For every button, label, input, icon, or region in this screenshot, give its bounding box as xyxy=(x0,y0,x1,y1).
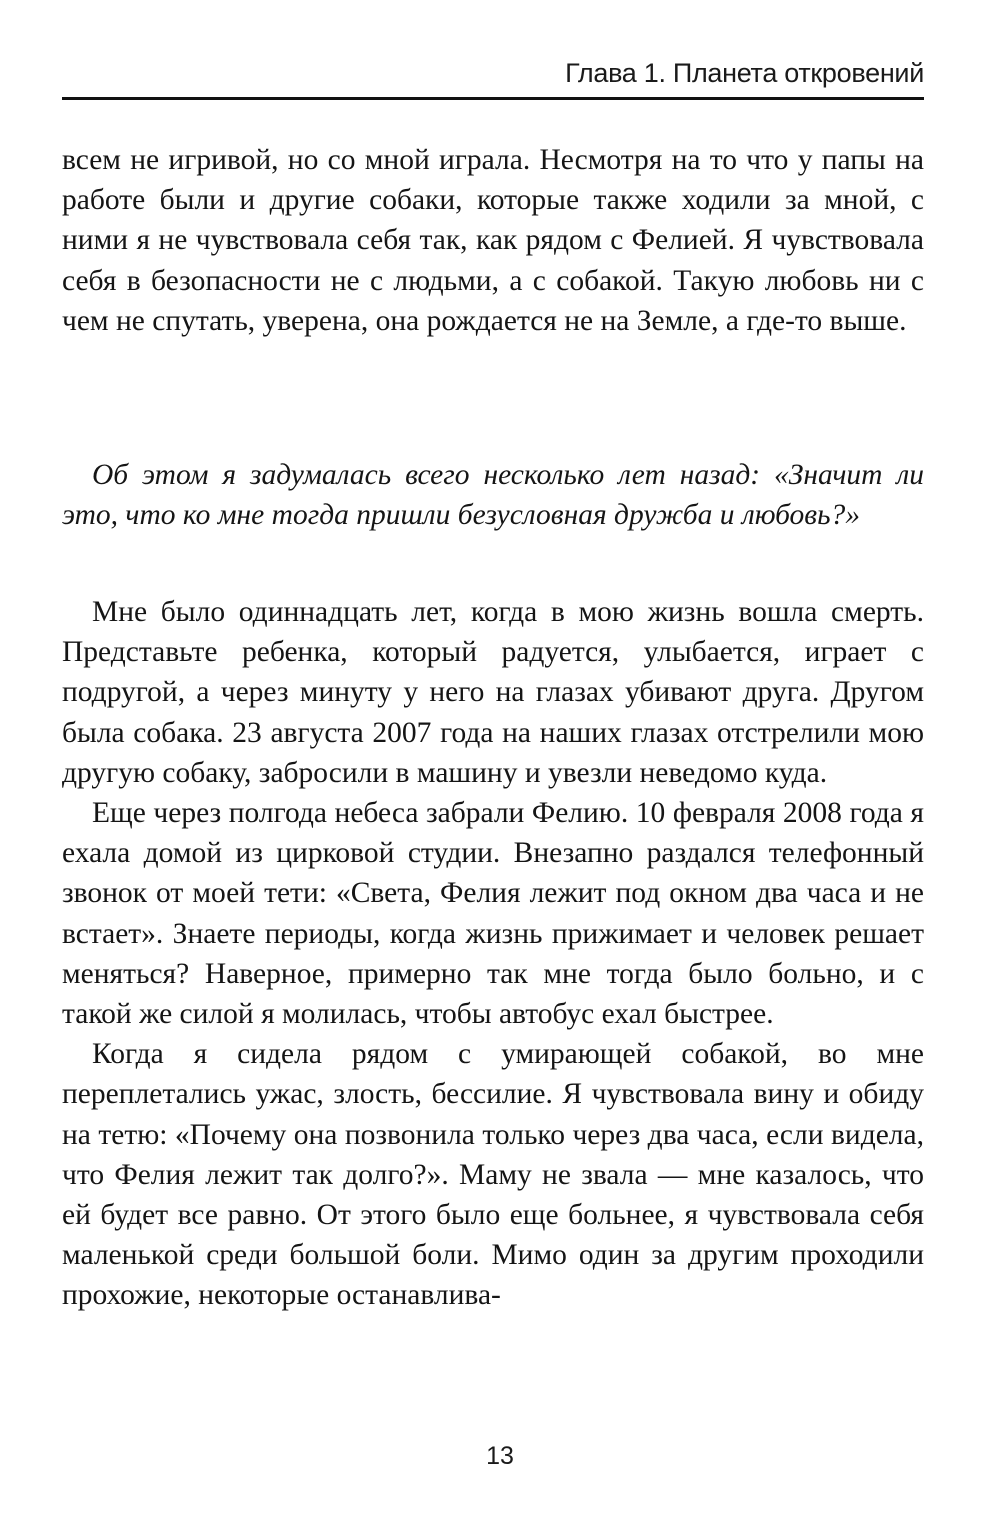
paragraph-felia: Еще через полгода небеса забрали Фелию. 10 февраля 2008 года я ехала домой из цирковой студии. Внезапно раздался телефонный звонок от моей тети: «Света, Фелия лежит под окном два часа и не встает». Знаете периоды, когда жизнь прижимает и человек решает меняться? Наверное, примерно так мне тогда было больно, и с такой же силой я молилась, чтобы автобус ехал быстрее. xyxy=(62,797,924,1031)
paragraph-continuation: всем не игривой, но со мной играла. Несмотря на то что у папы на работе были и другие собаки, которые также ходили за мной, с ними я не чувствовала себя так, как рядом с Фелией. Я чувствовала себя в безопасности не с людьми, а с собакой. Такую любовь ни с чем не спутать, уверена, она рождается не на Земле, а где-то выше. xyxy=(62,144,924,337)
paragraph-italic-reflection: Об этом я задумалась всего несколько лет назад: «Значит ли это, что ко мне тогда пришли безусловная дружба и любовь?» xyxy=(62,459,924,532)
running-header: Глава 1. Планета откровений xyxy=(565,58,924,88)
page-number: 13 xyxy=(486,1442,514,1470)
header-rule xyxy=(62,97,924,100)
paragraph-death: Мне было одиннадцать лет, когда в мою жизнь вошла смерть. Представьте ребенка, который радуется, улыбается, играет с подругой, а через минуту у него на глазах убивают друга. Другом была собака. 23 августа 2007 года на наших глазах отстрелили мою другую собаку, забросили в машину и увезли неведомо куда. xyxy=(62,596,924,789)
body-block-1 xyxy=(62,140,924,341)
body-block-3 xyxy=(62,592,924,1316)
paragraph-dying-dog: Когда я сидела рядом с умирающей собакой, во мне переплетались ужас, злость, бессилие. Я чувствовала вину и обиду на тетю: «Почему она позвонила только через два часа, если видела, что Фелия лежит так долго?». Маму не звала — мне казалось, что ей будет все равно. От этого было еще больнее, я чувствовала себя маленькой среди большой боли. Мимо один за другим проходили прохожие, некоторые останавлива- xyxy=(62,1038,924,1312)
body-block-2 xyxy=(62,455,924,535)
